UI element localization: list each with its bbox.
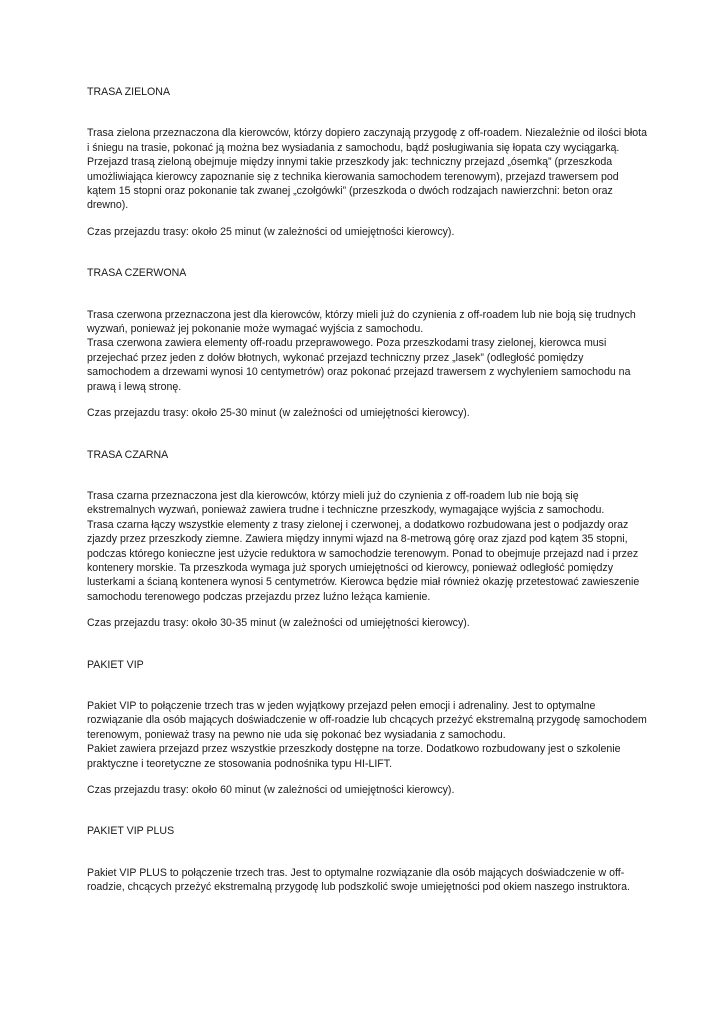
section-heading: TRASA CZARNA — [87, 448, 169, 461]
section-trasa-zielona — [87, 85, 647, 239]
section-paragraph: Pakiet VIP PLUS to połączenie trzech tras. Jest to optymalne rozwiązanie dla osób mających doświadczenie w off-roadzie, chcących przeżyć ekstremalną przygodę lub podszkolić swoje umiejętności pod okiem naszego instruktora. — [87, 866, 630, 894]
section-paragraph: Trasa zielona przeznaczona dla kierowców, którzy dopiero zaczynają przygodę z off-roadem. Niezależnie od ilości błota i śniegu na trasie, pokonać ją można bez wysiadania z samochodu, bądź posługiwania się łopata czy wyciągarką. — [87, 127, 647, 154]
document-content — [87, 85, 647, 895]
section-paragraph: Trasa czarna łączy wszystkie elementy z trasy zielonej i czerwonej, a dodatkowo rozbudowana jest o podjazdy oraz zjazdy przez przeszkody ziemne. Zawiera między innymi wjazd na 8-metrową górę oraz zjazd pod kątem 35 stopni, podczas którego konieczne jest użycie reduktora w samochodzie terenowym. Ponad to obejmuje przejazd nad i przez kontenery morskie. Ta przeszkoda wymaga już sporych umiejętności od kierowcy, ponieważ odległość pomiędzy lusterkami a ścianą kontenera wynosi 5 centymetrów. Kierowca będzie miał również okazję przetestować zawieszenie samochodu terenowego podczas przejazdu przez luźno leżąca kamienie. — [87, 518, 640, 603]
section-paragraph: Trasa czerwona zawiera elementy off-roadu przeprawowego. Poza przeszkodami trasy zielonej, kierowca musi przejechać przez jeden z dołów błotnych, wykonać przejazd techniczny przez „lasek” (odległość pomiędzy samochodem a drzewami wynosi 10 centymetrów) oraz pokonać przejazd trawersem z wychyleniem samochodu na prawą i lewą stronę. — [87, 337, 631, 393]
section-duration: Czas przejazdu trasy: około 60 minut (w zależności od umiejętności kierowcy). — [87, 784, 455, 796]
section-heading: PAKIET VIP — [87, 658, 144, 671]
section-paragraph: Pakiet zawiera przejazd przez wszystkie przeszkody dostępne na torze. Dodatkowo rozbudowany jest o szkolenie praktyczne i teoretyczne ze stosowania podnośnika typu HI-LIFT. — [87, 743, 621, 770]
section-trasa-czerwona — [87, 266, 647, 420]
section-paragraph: Pakiet VIP to połączenie trzech tras w jeden wyjątkowy przejazd pełen emocji i adrenaliny. Jest to optymalne rozwiązanie dla osób mających doświadczenie w off-roadzie lub chcących przeżyć ekstremalną przygodę samochodem terenowym, ponieważ trasy na pewno nie uda się pokonać bez wysiadania z samochodu. — [87, 699, 647, 741]
section-heading: TRASA ZIELONA — [87, 86, 171, 98]
section-trasa-czarna — [87, 448, 647, 631]
section-paragraph: Trasa czerwona przeznaczona jest dla kierowców, którzy mieli już do czynienia z off-roadem lub nie boją się trudnych wyzwań, ponieważ jej pokonanie może wymagać wyjścia z samochodu. — [87, 308, 636, 336]
section-pakiet-vip-plus — [87, 824, 647, 894]
section-pakiet-vip — [87, 658, 647, 798]
section-duration: Czas przejazdu trasy: około 25-30 minut (w zależności od umiejętności kierowcy). — [87, 407, 470, 420]
section-paragraph: Trasa czarna przeznaczona jest dla kierowców, którzy mieli już do czynienia z off-roadem lub nie boją się ekstremalnych wyzwań, ponieważ zawiera trudne i techniczne przeszkody, wymagające wyjścia z samochodu. — [87, 489, 605, 517]
section-heading: PAKIET VIP PLUS — [87, 825, 175, 838]
section-duration: Czas przejazdu trasy: około 30-35 minut (w zależności od umiejętności kierowcy). — [87, 617, 470, 630]
section-heading: TRASA CZERWONA — [87, 267, 187, 280]
section-paragraph: Przejazd trasą zieloną obejmuje między innymi takie przeszkody jak: techniczny przejazd „ósemką” (przeszkoda umożliwiająca kierowcy zapoznanie się z technika kierowania samochodem terenowym), przejazd trawersem pod kątem 15 stopni oraz pokonanie tak zwanej „czołgówki” (przeszkoda o dwóch rodzajach nawierzchni: beton oraz drewno). — [87, 156, 619, 212]
section-duration: Czas przejazdu trasy: około 25 minut (w zależności od umiejętności kierowcy). — [87, 225, 455, 238]
